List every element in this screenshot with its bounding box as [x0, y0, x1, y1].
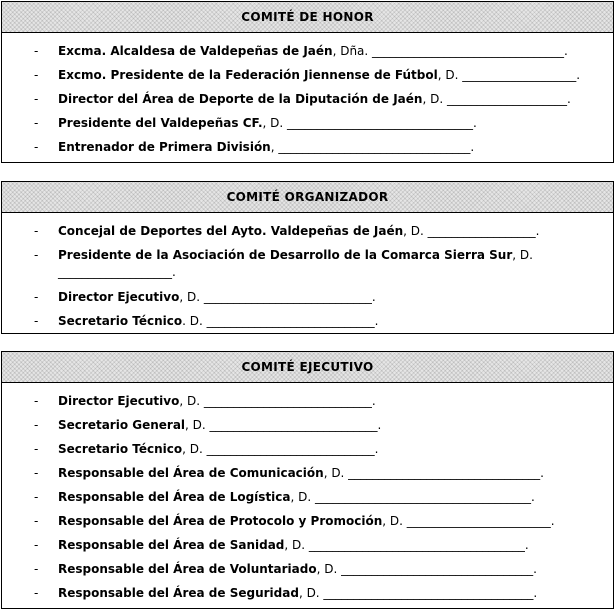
name-blank: , D. _______________________________.: [262, 116, 477, 130]
role-label: Director Ejecutivo: [58, 394, 180, 408]
dash-bullet: -: [34, 116, 39, 130]
dash-bullet: -: [34, 314, 39, 328]
committee-honor-title: COMITÉ DE HONOR: [2, 2, 613, 33]
list-item: [2, 465, 613, 481]
role-label: Excmo. Presidente de la Federación Jiennense de Fútbol: [58, 68, 438, 82]
name-blank: , Dña. ________________________________.: [332, 44, 568, 58]
dash-bullet: -: [34, 290, 39, 304]
dash-bullet: -: [34, 140, 39, 154]
dash-bullet: -: [34, 44, 39, 58]
dash-bullet: -: [34, 248, 39, 262]
role-label: Responsable del Área de Sanidad: [58, 538, 285, 552]
role-label: Presidente de la Asociación de Desarrollo de la Comarca Sierra Sur: [58, 248, 513, 262]
committee-executive-box: [1, 351, 614, 609]
list-item: [2, 115, 613, 131]
name-blank: , D. ____________________________.: [179, 394, 376, 408]
role-label: Director Ejecutivo: [58, 290, 180, 304]
name-blank: , D. ____________________________.: [179, 290, 376, 304]
dash-bullet: -: [34, 514, 39, 528]
list-item: [2, 393, 613, 409]
role-label: Responsable del Área de Logística: [58, 490, 291, 504]
role-label: Entrenador de Primera División: [58, 140, 271, 154]
list-item: [2, 91, 613, 107]
list-item: [2, 513, 613, 529]
list-item: [2, 537, 613, 553]
list-item: [2, 223, 613, 239]
role-label: Secretario Técnico: [58, 442, 183, 456]
dash-bullet: -: [34, 466, 39, 480]
list-item: [2, 43, 613, 59]
dash-bullet: -: [34, 562, 39, 576]
dash-bullet: -: [34, 68, 39, 82]
role-label: Director del Área de Deporte de la Diputación de Jaén: [58, 92, 423, 106]
role-label: Responsable del Área de Seguridad: [58, 586, 299, 600]
list-item: [2, 417, 613, 433]
role-label: Concejal de Deportes del Ayto. Valdepeñas de Jaén: [58, 224, 404, 238]
role-label: Responsable del Área de Voluntariado: [58, 562, 317, 576]
name-blank: , D. ________________________________.: [323, 466, 544, 480]
name-blank: , D. ___________________.: [437, 68, 581, 82]
name-blank: , D. ___________________________________.: [298, 586, 538, 600]
dash-bullet: -: [34, 394, 39, 408]
list-item: [2, 289, 613, 305]
dash-bullet: -: [34, 538, 39, 552]
list-item: [2, 585, 613, 601]
list-item: [2, 313, 613, 329]
committee-executive-list: [2, 383, 613, 601]
name-blank: , D. ____________________________.: [182, 442, 379, 456]
dash-bullet: -: [34, 586, 39, 600]
list-item: [2, 489, 613, 505]
name-blank: , D. ____________________________.: [185, 418, 382, 432]
role-label: Secretario General: [58, 418, 186, 432]
name-blank: , D. ____________________.: [422, 92, 571, 106]
committee-organizer-title: COMITÉ ORGANIZADOR: [2, 182, 613, 213]
name-blank: , ________________________________.: [270, 140, 475, 154]
role-label: Secretario Técnico: [58, 314, 183, 328]
dash-bullet: -: [34, 490, 39, 504]
name-blank: , D. ________________________________.: [316, 562, 537, 576]
committee-organizer-box: [1, 181, 614, 334]
role-label: Excma. Alcaldesa de Valdepeñas de Jaén: [58, 44, 333, 58]
committee-executive-title: COMITÉ EJECUTIVO: [2, 352, 613, 383]
name-blank: , D. ________________________.: [382, 514, 555, 528]
list-item: [2, 247, 613, 281]
name-blank: , D. ___________________.: [58, 248, 533, 279]
name-blank: , D. ____________________________________.: [284, 538, 529, 552]
role-label: Presidente del Valdepeñas CF.: [58, 116, 263, 130]
role-label: Responsable del Área de Comunicación: [58, 466, 324, 480]
list-item: [2, 441, 613, 457]
list-item: [2, 561, 613, 577]
committee-honor-box: [1, 1, 614, 163]
committee-organizer-list: [2, 213, 613, 329]
name-blank: , D. __________________.: [403, 224, 540, 238]
list-item: [2, 67, 613, 83]
dash-bullet: -: [34, 442, 39, 456]
dash-bullet: -: [34, 418, 39, 432]
name-blank: . D. ____________________________.: [182, 314, 379, 328]
list-item: [2, 139, 613, 155]
dash-bullet: -: [34, 92, 39, 106]
name-blank: , D. ____________________________________.: [290, 490, 535, 504]
role-label: Responsable del Área de Protocolo y Promoción: [58, 514, 383, 528]
committee-honor-list: [2, 33, 613, 155]
dash-bullet: -: [34, 224, 39, 238]
